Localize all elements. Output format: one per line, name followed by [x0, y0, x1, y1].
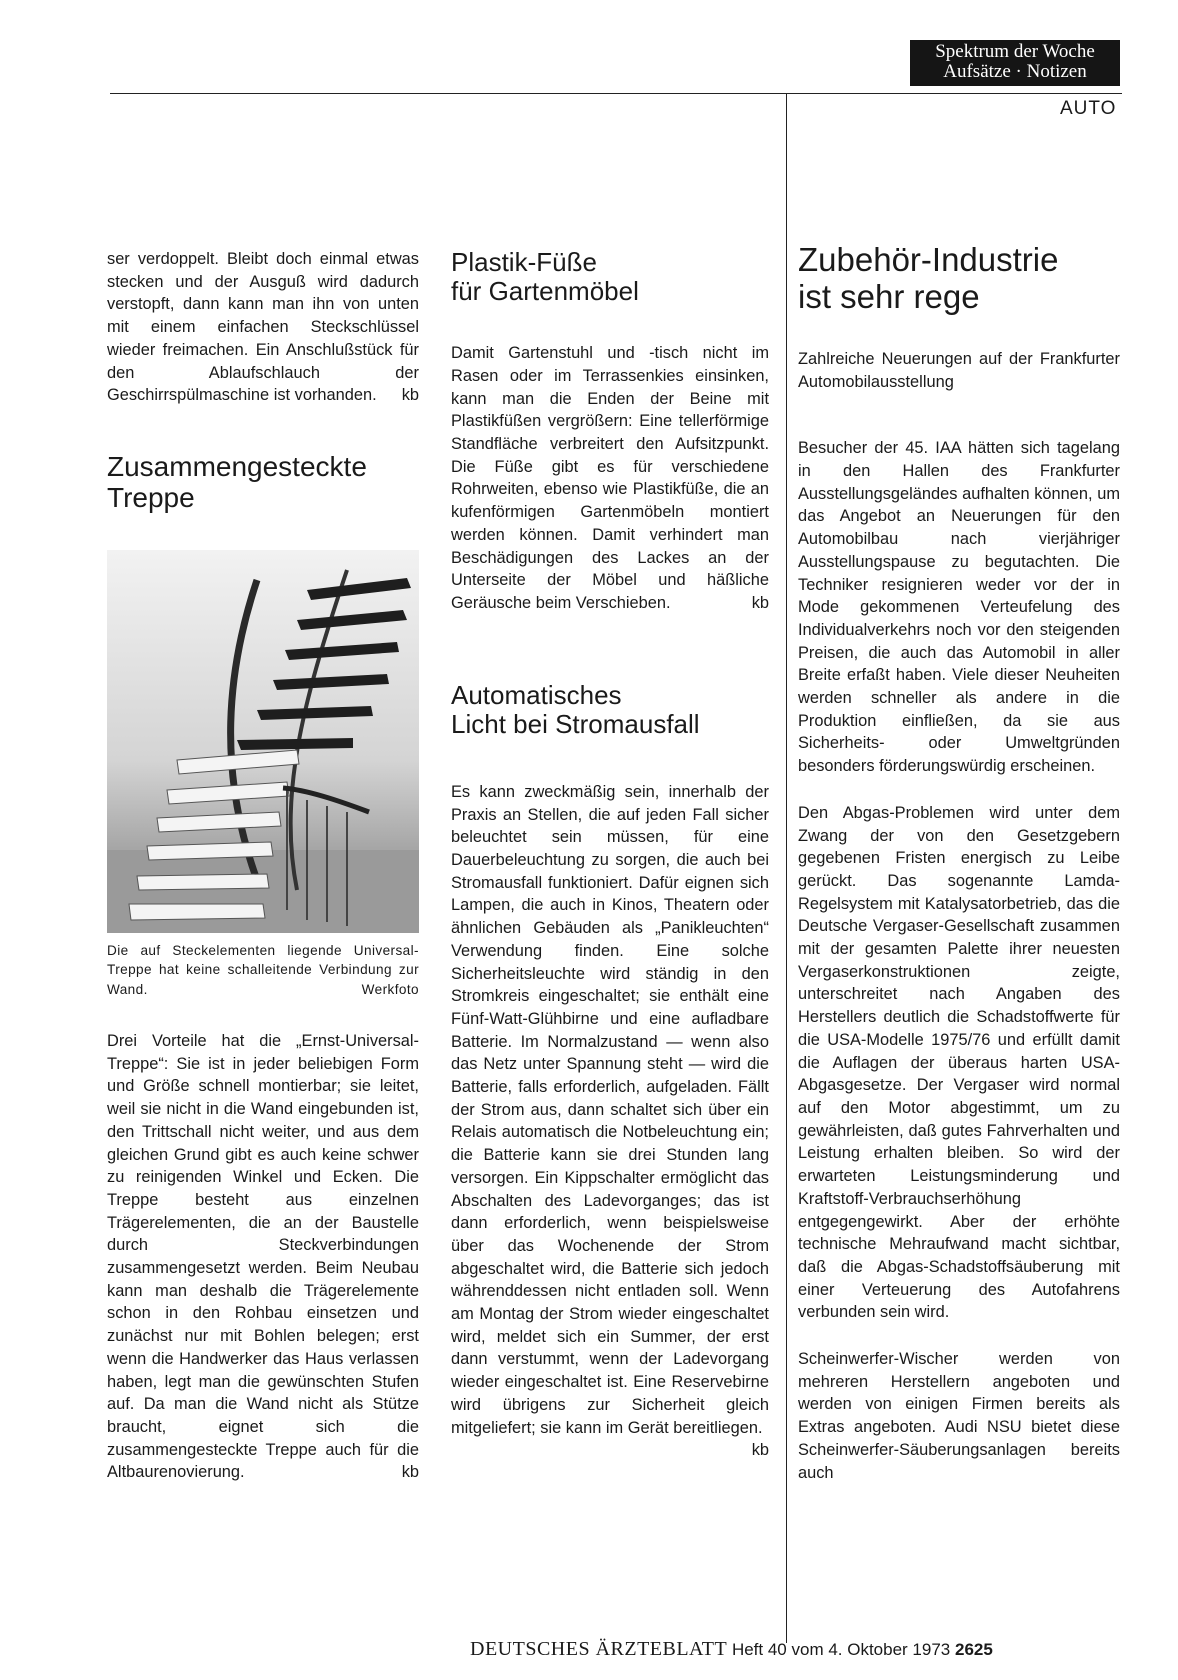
issue-info: Heft 40 vom 4. Oktober 1973: [731, 1640, 951, 1659]
column-2: [451, 248, 769, 1462]
title-line: ist sehr rege: [798, 277, 980, 315]
caption-text: Die auf Steckelementen liegende Universal-Treppe hat keine schalleitende Verbindung zur Wand.: [107, 942, 419, 998]
journal-name: DEUTSCHES ÄRZTEBLATT: [470, 1638, 728, 1660]
body-text: Drei Vorteile hat die „Ernst-Universal-Treppe“: Sie ist in jeder beliebigen Form und Größe schnell montierbar; sie leitet, weil sie nicht in die Wand eingebunden ist, den Trittschall nicht weiter, und aus dem gleichen Grund gibt es auch keine schwer zu reinigenden Winkel und Ecken. Die Treppe besteht aus einzelnen Trägerelementen, die an der Baustelle durch Steckverbindungen zusammengesetzt werden. Beim Neubau kann man deshalb die Trägerelemente schon in den Rohbau einsetzen und zunächst nur mit Bohlen belegen; erst wenn die Handwerker das Haus verlassen haben, legt man die gewünschten Stufen auf. Da man die Wand nicht als Stütze braucht, eignet sich die zusammengesteckte Treppe auch für die Altbaurenovierung.: [107, 1032, 419, 1482]
section-label: AUTO: [1060, 98, 1117, 119]
article-title-zubehoer: [798, 242, 1120, 316]
photo-caption: [107, 941, 419, 1000]
plastik-body: [451, 342, 769, 614]
masthead: [910, 40, 1120, 86]
continuation-paragraph: [107, 248, 419, 407]
masthead-line-1: Spektrum der Woche: [935, 41, 1095, 62]
photo-credit: Werkfoto: [361, 982, 419, 998]
column-3: [798, 242, 1120, 1484]
article-title-treppe: [107, 451, 419, 514]
column-rule: [786, 93, 787, 1643]
title-line: Zusammengesteckte: [107, 450, 367, 482]
staircase-image: [107, 550, 419, 933]
zubehoer-paragraph-1: Besucher der 45. IAA hätten sich tagelang in den Hallen des Frankfurter Ausstellungsgeländes aufhalten können, um das Angebot an Neuerungen für den Automobilbau nach vierjähriger Ausstellungspause zu begutachten. Die Techniker resignieren weder vor der in Mode gekommenen Verteufelung des Individualverkehrs noch vor den steigenden Preisen, die auch das Automobil in aller Breite erfaßt haben. Viele dieser Neuheiten werden schneller als andere in die Produktion einfließen, da sie aus Sicherheits- oder Umweltgründen besonders förderungswürdig erscheinen.: [798, 439, 1120, 776]
title-line: Automatisches: [451, 679, 622, 710]
continuation-text: ser verdoppelt. Bleibt doch einmal etwas stecken und der Ausguß wird dadurch verstopft, dann kann man ihn von unten mit einem einfachen Steckschlüssel wieder freimachen. Ein Anschlußstück für den Ablaufschlauch der Geschirrspülmaschine ist vorhanden.: [107, 250, 419, 405]
author-initials: kb: [751, 1441, 769, 1460]
body-text: Damit Gartenstuhl und -tisch nicht im Rasen oder im Terrassenkies einsinken, kann man die Enden der Beine mit Plastikfüßen vergrößern: Eine tellerförmige Standfläche verbreitert den Aufsitzpunkt. Die Füße gibt es für verschiedene Rohrweiten, ebenso wie Plastikfüße, die an kufenförmigen Gartenmöbeln montiert werden können. Damit verhindert man Beschädigungen des Lackes an der Unterseite der Möbel und häßliche Geräusche beim Verschieben.: [451, 344, 769, 612]
zubehoer-paragraph-3: Scheinwerfer-Wischer werden von mehreren Herstellern angeboten und werden von einigen Firmen bereits als Extras angeboten. Audi NSU bietet diese Scheinwerfer-Säuberungsanlagen bereits auch: [798, 1350, 1120, 1482]
treppe-body: [107, 1030, 419, 1484]
title-line: Plastik-Füße: [451, 247, 597, 277]
title-line: für Gartenmöbel: [451, 276, 639, 307]
column-1: [107, 248, 419, 1484]
body-text: Es kann zweckmäßig sein, innerhalb der Praxis an Stellen, die auf jeden Fall sicher beleuchtet sein müssen, für eine Dauerbeleuchtung zu sorgen, die auch bei Stromausfall funktioniert. Dafür eignen sich Lampen, die auch in Kinos, Theatern oder ähnlichen Gebäuden als „Panikleuchten“ Verwendung finden. Eine solche Sicherheitsleuchte wird ständig in den Stromkreis eingeschaltet; sie enthält eine Fünf-Watt-Glühbirne und eine aufladbare Batterie. Im Normalzustand — wenn also das Netz unter Spannung steht — wird die Batterie, falls erforderlich, aufgeladen. Fällt der Strom aus, dann schaltet sich über ein Relais automatisch die Notbeleuchtung ein; die Batterie kann sie drei Stunden lang versorgen. Ein Kippschalter ermöglicht das Abschalten des Ladevorganges; das ist dann erforderlich, wenn beispielsweise über das Wochenende der Strom abgeschaltet wird, die Batterie sich jedoch währenddessen nicht entladen soll. Wenn am Montag der Strom wieder eingeschaltet wird, meldet sich ein Summer, der erst dann verstummt, wenn der Ladevorgang wieder eingeschaltet ist. Eine Reservebirne wird übrigens zur Sicherheit gleich mitgeliefert; sie kann im Gerät bereitliegen.: [451, 782, 769, 1437]
masthead-line-2: Aufsätze · Notizen: [943, 61, 1087, 82]
article-title-plastik: [451, 248, 769, 306]
title-line: Treppe: [107, 482, 195, 514]
licht-body: [451, 781, 769, 1460]
page-number: 2625: [954, 1640, 993, 1659]
author-initials: kb: [401, 1463, 419, 1482]
page-footer: [470, 1638, 993, 1661]
title-line: Zubehör-Industrie: [798, 241, 1059, 278]
author-initials: kb: [401, 386, 419, 405]
author-initials: kb: [751, 593, 769, 612]
top-rule: [110, 93, 1122, 94]
article-title-licht: [451, 681, 769, 739]
zubehoer-paragraph-2: Den Abgas-Problemen wird unter dem Zwang der von den Gesetzgebern gegebenen Fristen energisch zu Leibe gerückt. Das sogenannte Lamda-Regelsystem mit Katalysatorbetrieb, das die Deutsche Vergaser-Gesellschaft zusammen mit der gesamten Palette ihrer neuesten Vergaserkonstruktionen zeigte, unterschreitet nach Angaben des Herstellers deutlich die Schadstoffwerte für die USA-Modelle 1975/76 und erfüllt damit die Auflagen der überaus harten USA-Abgasgesetze. Der Vergaser wird normal auf den Motor abgestimmt, um zu gewährleisten, daß gutes Fahrverhalten und Leistung erhalten bleiben. So wird der erwarteten Leistungsminderung und Kraftstoff-Verbrauchserhöhung entgegengewirkt. Aber der erhöhte technische Mehraufwand macht sichtbar, daß die Abgas-Schadstoffsäuberung mit einer Verteuerung des Autofahrens verbunden sein wird.: [798, 803, 1120, 1322]
title-line: Licht bei Stromausfall: [451, 708, 700, 739]
lead-text: Zahlreiche Neuerungen auf der Frankfurter Automobilausstellung: [798, 349, 1120, 391]
staircase-photo: [107, 550, 419, 933]
